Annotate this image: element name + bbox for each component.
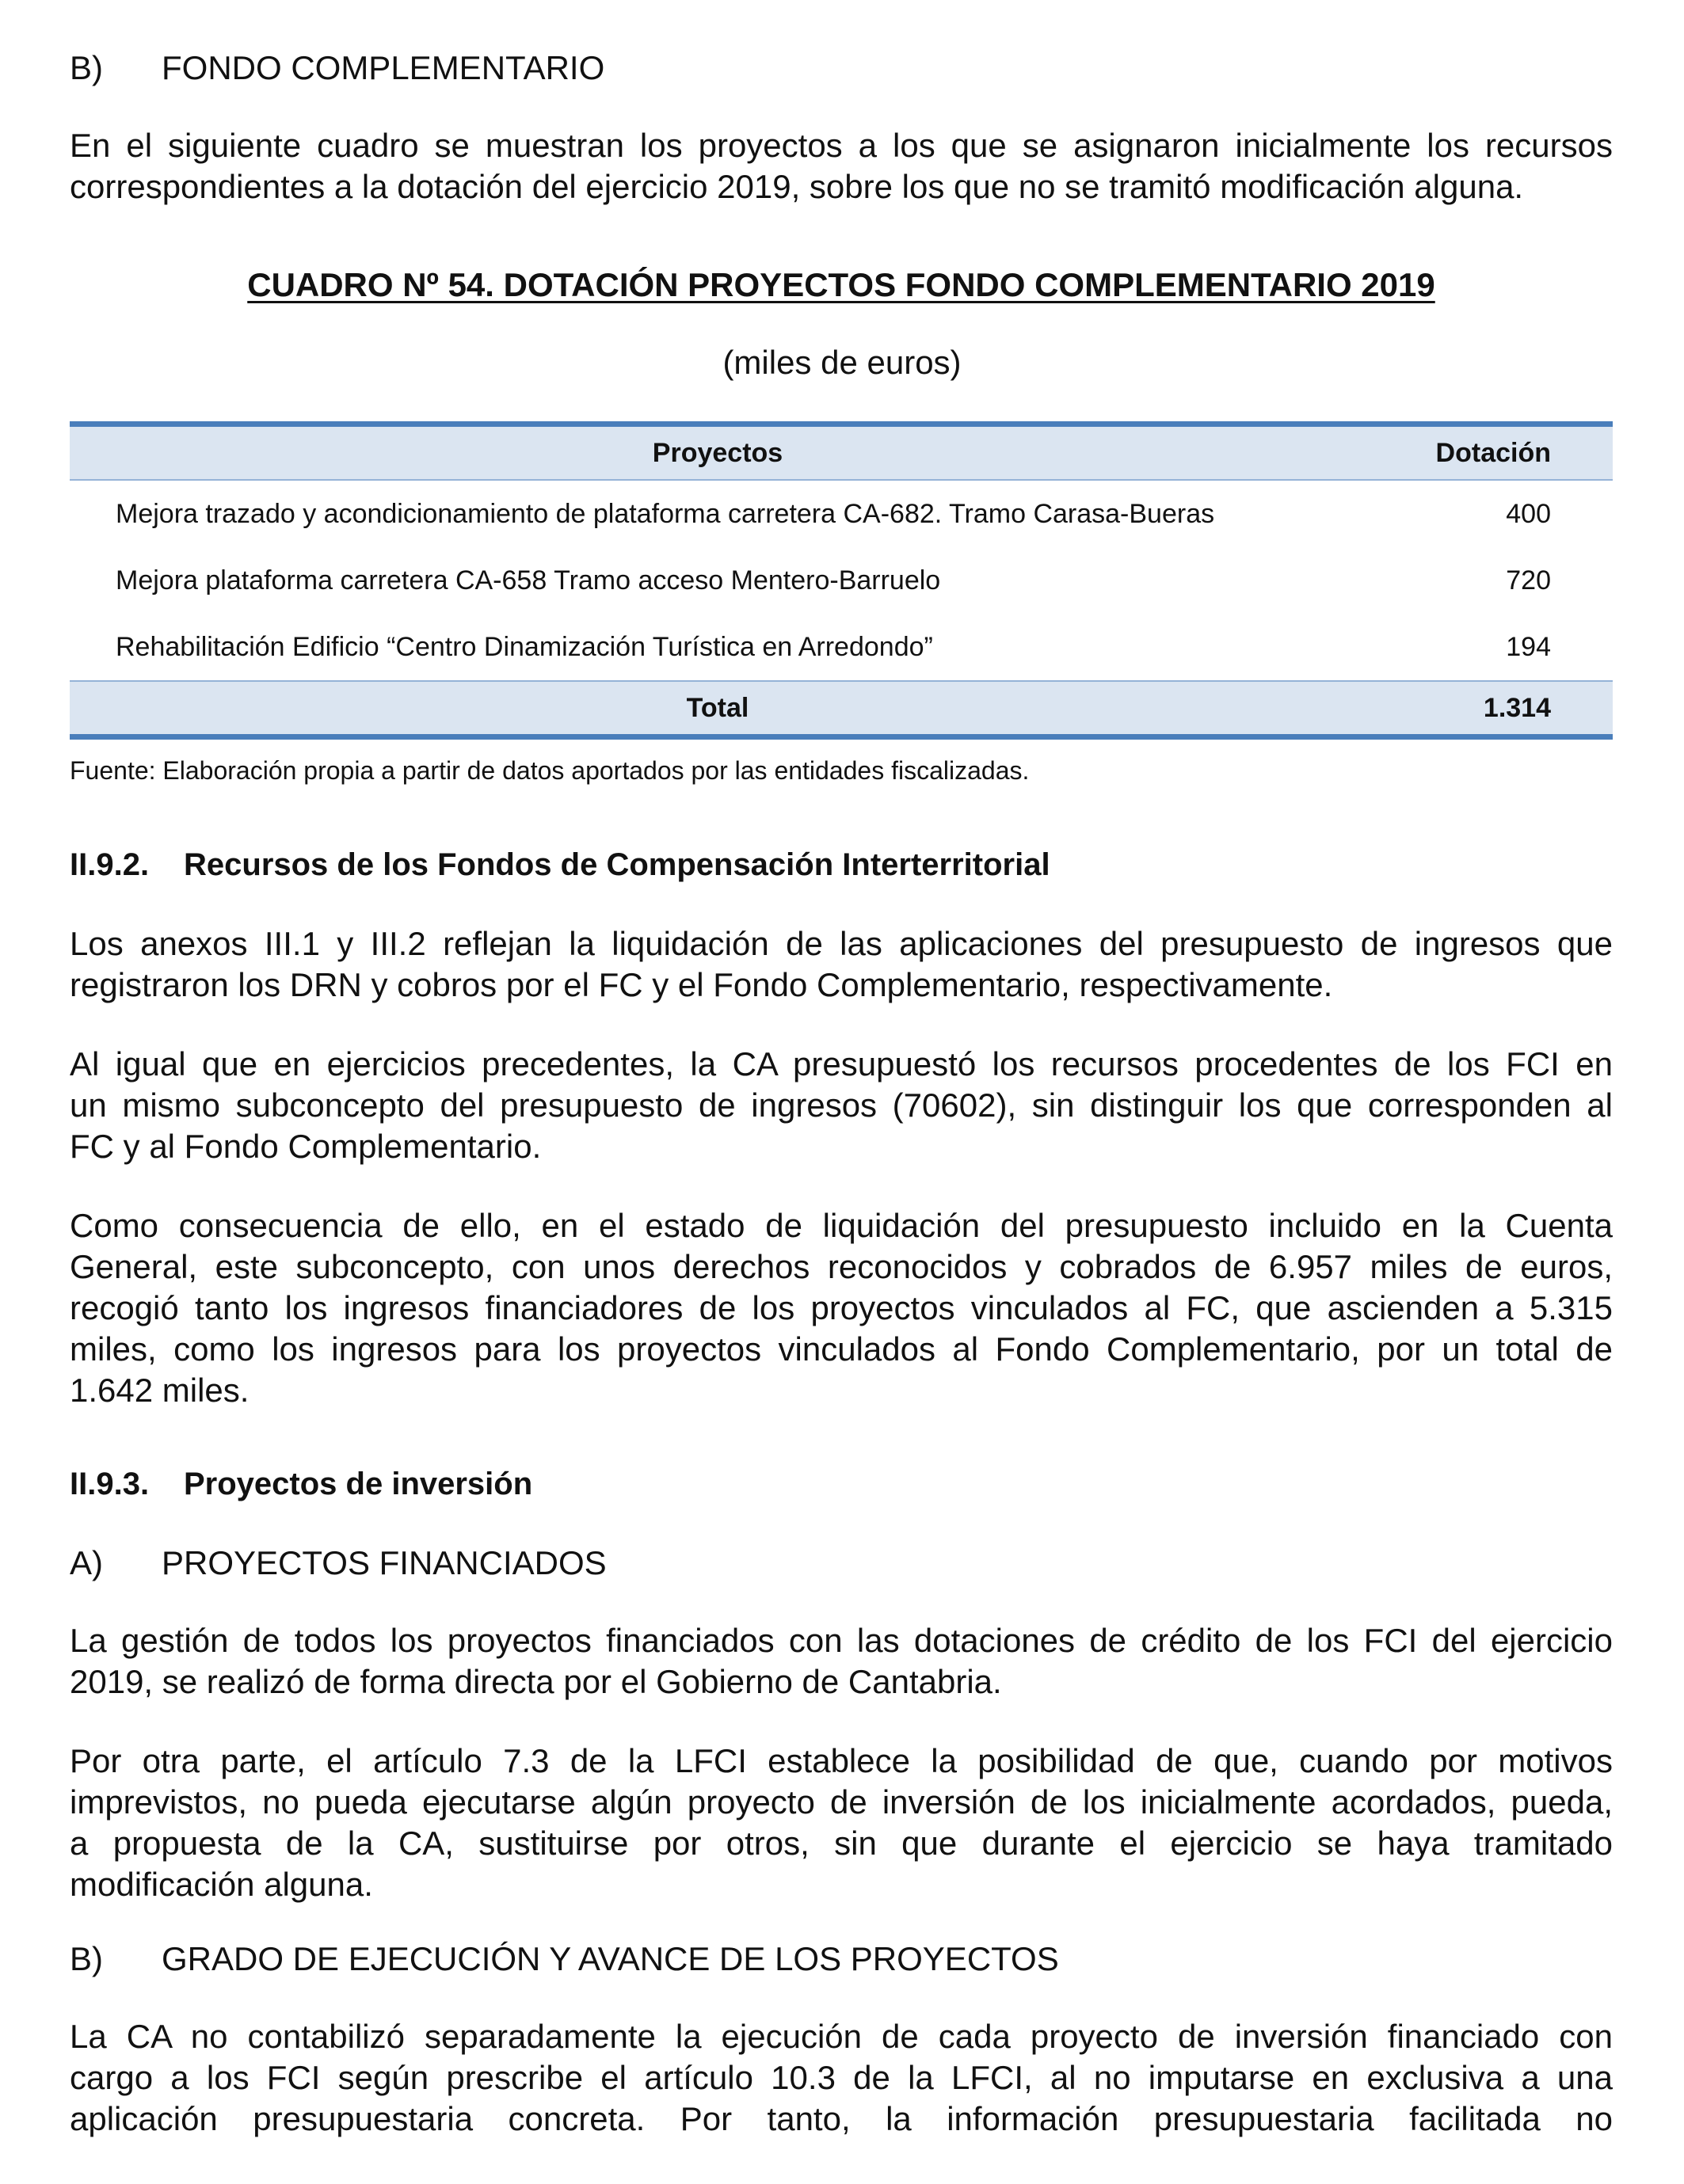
row-project: Rehabilitación Edificio “Centro Dinamización Turística en Arredondo” xyxy=(116,632,933,662)
intro-paragraph xyxy=(70,125,1613,207)
dotacion-table xyxy=(70,421,1613,740)
subheading-label: B) xyxy=(70,49,103,86)
subheading-label: A) xyxy=(70,1544,103,1581)
paragraph-gestion xyxy=(70,1620,1613,1703)
paragraph-line: imprevistos, no pueda ejecutarse algún proyecto de inversión de los inicialmente acordados, pueda, xyxy=(70,1783,1613,1821)
paragraph-line: registraron los DRN y cobros por el FC y el Fondo Complementario, respectivamente. xyxy=(70,966,1333,1003)
paragraph-line: Al igual que en ejercicios precedentes, la CA presupuestó los recursos procedentes de los FCI en xyxy=(70,1045,1613,1082)
header-amount: Dotación xyxy=(1435,438,1551,468)
table-caption xyxy=(70,264,1613,306)
paragraph-line: aplicación presupuestaria concreta. Por tanto, la información presupuestaria facilitada no xyxy=(70,2100,1613,2137)
subheading-text: FONDO COMPLEMENTARIO xyxy=(162,49,605,86)
paragraph-consecuencia xyxy=(70,1205,1613,1411)
table-total-row xyxy=(70,680,1613,734)
row-amount: 400 xyxy=(1506,499,1551,529)
table-row xyxy=(70,481,1613,547)
paragraph-line: FC y al Fondo Complementario. xyxy=(70,1128,542,1165)
table-row xyxy=(70,547,1613,614)
paragraph-line: cargo a los FCI según prescribe el artículo 10.3 de la LFCI, al no imputarse en exclusiva a una xyxy=(70,2059,1613,2096)
section-title: Proyectos de inversión xyxy=(184,1467,533,1501)
paragraph-line: La gestión de todos los proyectos financiados con las dotaciones de crédito de los FCI del ejercicio xyxy=(70,1622,1613,1659)
paragraph-line: 2019, se realizó de forma directa por el Gobierno de Cantabria. xyxy=(70,1663,1002,1700)
table-units: (miles de euros) xyxy=(722,344,962,381)
paragraph-line: a propuesta de la CA, sustituirse por otros, sin que durante el ejercicio se haya tramitado xyxy=(70,1824,1613,1862)
paragraph-line: miles, como los ingresos para los proyectos vinculados al Fondo Complementario, por un total de xyxy=(70,1330,1613,1368)
paragraph-presupuesto xyxy=(70,1044,1613,1167)
paragraph-contabilizacion xyxy=(70,2016,1613,2140)
header-projects: Proyectos xyxy=(652,438,783,468)
paragraph-line: 1.642 miles. xyxy=(70,1372,250,1409)
row-amount: 720 xyxy=(1506,565,1551,595)
subheading-text: PROYECTOS FINANCIADOS xyxy=(162,1544,607,1581)
table-header-row xyxy=(70,427,1613,481)
table-row xyxy=(70,614,1613,680)
subheading-text: GRADO DE EJECUCIÓN Y AVANCE DE LOS PROYECTOS xyxy=(162,1940,1059,1977)
table-top-border xyxy=(70,421,1613,427)
paragraph-line: correspondientes a la dotación del ejercicio 2019, sobre los que no se tramitó modificación alguna. xyxy=(70,168,1524,205)
paragraph-anexos xyxy=(70,923,1613,1006)
row-project: Mejora plataforma carretera CA-658 Tramo acceso Mentero-Barruelo xyxy=(116,565,941,595)
section-heading-9-2 xyxy=(70,844,1050,885)
paragraph-line: General, este subconcepto, con unos derechos reconocidos y cobrados de 6.957 miles de euros, xyxy=(70,1248,1613,1285)
table-bottom-border xyxy=(70,734,1613,740)
table-source-note: Fuente: Elaboración propia a partir de datos aportados por las entidades fiscalizadas. xyxy=(70,756,1030,785)
paragraph-line: Por otra parte, el artículo 7.3 de la LFCI establece la posibilidad de que, cuando por motivos xyxy=(70,1742,1613,1779)
total-amount: 1.314 xyxy=(1483,693,1551,723)
row-project: Mejora trazado y acondicionamiento de plataforma carretera CA-682. Tramo Carasa-Bueras xyxy=(116,499,1215,529)
table-caption-text: CUADRO Nº 54. DOTACIÓN PROYECTOS FONDO COMPLEMENTARIO 2019 xyxy=(247,266,1435,303)
paragraph-line: En el siguiente cuadro se muestran los proyectos a los que se asignaron inicialmente los recursos xyxy=(70,127,1613,164)
total-label: Total xyxy=(686,693,749,723)
section-title: Recursos de los Fondos de Compensación Interterritorial xyxy=(184,847,1050,882)
paragraph-line: modificación alguna. xyxy=(70,1866,373,1903)
paragraph-line: recogió tanto los ingresos financiadores de los proyectos vinculados al FC, que ascienden a 5.315 xyxy=(70,1289,1613,1326)
paragraph-line: un mismo subconcepto del presupuesto de ingresos (70602), sin distinguir los que corresponden al xyxy=(70,1086,1613,1124)
paragraph-line: La CA no contabilizó separadamente la ejecución de cada proyecto de inversión financiado con xyxy=(70,2018,1613,2055)
paragraph-articulo-7-3 xyxy=(70,1741,1613,1905)
paragraph-line: Los anexos III.1 y III.2 reflejan la liquidación de las aplicaciones del presupuesto de ingresos que xyxy=(70,925,1613,962)
subheading-label: B) xyxy=(70,1940,103,1977)
section-heading-9-3 xyxy=(70,1463,532,1505)
row-amount: 194 xyxy=(1506,632,1551,662)
paragraph-line: Como consecuencia de ello, en el estado de liquidación del presupuesto incluido en la Cuenta xyxy=(70,1207,1613,1244)
section-number: II.9.2. xyxy=(70,847,150,882)
section-number: II.9.3. xyxy=(70,1467,150,1501)
